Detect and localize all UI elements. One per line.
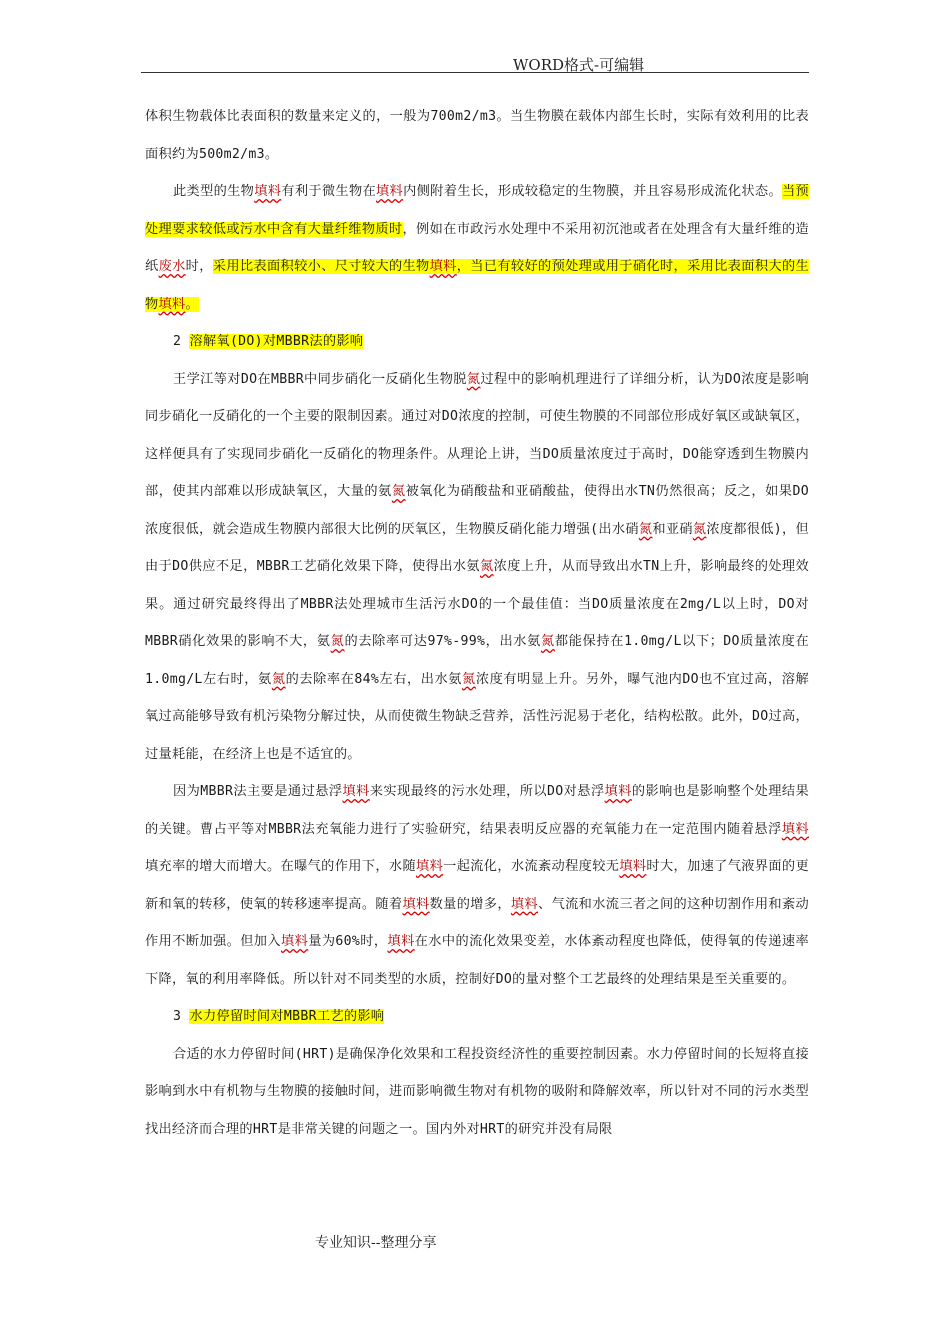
highlighted-text: 。 [185,296,199,312]
text-run: 过程中的影响机理进行了详细分析，认为DO浓度是影响同步硝化一反硝化的一个主要的限制因素。通过对DO浓度的控制，可使生物膜的不同部位形成好氧区或缺氧区，这样便具有了实现同步硝化一反硝化的物理条件。从理论上讲，当DO质量浓度过于高时，DO能穿透到生物膜内部，使其内部难以形成缺氧区，大量的氨 [145,371,809,499]
spellcheck-word[interactable]: 填料 [429,259,457,274]
text-run: 浓度有明显上升。另外，曝气池内DO也不宜过高，溶解氧过高能够导致有机污染物分解过快，从而使微生物缺乏营养，活性污泥易于老化，结构松散。此外，DO过高，过量耗能，在经济上也是不适宜的。 [145,671,809,762]
spellcheck-word[interactable]: 填料 [604,784,632,799]
text-run: 时， [185,259,213,274]
text-run: 的影响也是影响整个处理结果的关键。曹占平等对MBBR法充氧能力进行了实验研究，结果表明反应器的充氧能力在一定范围内随着悬浮 [145,784,810,837]
highlighted-text: 采用比表面积较小、尺寸较大的生物 [212,259,430,274]
spellcheck-word[interactable]: 氮 [479,559,494,574]
spellcheck-word[interactable]: 填料 [781,821,810,837]
spellcheck-word[interactable]: 氮 [391,484,406,499]
spellcheck-word[interactable]: 填料 [281,934,309,949]
text-run: 的去除率在84%左右，出水氨 [285,671,463,687]
header-text: WORD格式-可编辑 [513,56,645,74]
spellcheck-word[interactable]: 填料 [619,859,647,874]
spellcheck-word[interactable]: 填料 [416,859,444,874]
section-heading-3 [145,998,809,1036]
page-header [0,54,950,78]
text-run: 都能保持在1.0mg/L以下；DO质量浓度在1.0mg/L左右时，氨 [145,634,809,687]
spellcheck-word[interactable]: 氮 [271,671,286,687]
spellcheck-word[interactable]: 填料 [254,184,282,199]
heading-title: 水力停留时间对MBBR工艺的影响 [189,1009,385,1024]
document-body [145,98,809,1148]
spellcheck-word[interactable]: 废水 [158,259,186,274]
heading-number: 3 [173,1009,190,1024]
highlighted-text: ，当已有较好的预处理或用于硝化时，采用比表面积大的生物 [145,259,809,312]
text-run: 体积生物载体比表面积的数量来定义的，一般为700m2/m3。当生物膜在载体内部生长时，实际有效利用的比表面积约为500m2/m3。 [145,109,809,162]
text-run: 因为MBBR法主要是通过悬浮 [173,784,343,799]
text-run: ，例如在市政污水处理中不采用初沉池或者在处理含有大量纤维的造纸 [145,221,810,274]
text-run: 内侧附着生长，形成较稳定的生物膜，并且容易形成流化状态。 [403,184,782,199]
header-rule [141,72,809,73]
text-run: 浓度上升，从而导致出水TN上升，影响最终的处理效果。通过研究最终得出了MBBR法处理城市生活污水DO的一个最佳值：当DO质量浓度在2mg/L以上时，DO对MBBR硝化效果的影响不大，氨 [145,559,809,649]
text-run: 、气流和水流三者之间的这种切割作用和紊动作用不断加强。但加入 [145,896,809,949]
text-run: 在水中的流化效果变差，水体紊动程度也降低，使得氧的传递速率下降，氧的利用率降低。所以针对不同类型的水质，控制好DO的量对整个工艺最终的处理结果是至关重要的。 [145,934,809,987]
footer-text: 专业知识--整理分享 [315,1235,437,1251]
section-heading-2 [145,323,809,361]
text-run: 被氧化为硝酸盐和亚硝酸盐，使得出水TN仍然很高；反之，如果DO浓度很低，就会造成生物膜内部很大比例的厌氧区，生物膜反硝化能力增强(出水硝 [145,484,809,537]
spellcheck-word[interactable]: 氮 [540,634,555,649]
paragraph-2 [145,173,809,323]
heading-number: 2 [173,334,190,349]
highlighted-text: 当预处理要求较低或污水中含有大量纤维物质时 [145,184,810,237]
spellcheck-word[interactable]: 氮 [466,371,481,387]
paragraph-5 [145,1036,809,1149]
text-run: 填充率的增大而增大。在曝气的作用下，水随 [145,859,417,874]
text-run: 时大，加速了气液界面的更新和氧的转移，使氧的转移速率提高。随着 [145,859,809,912]
text-run: 浓度都很低)，但由于DO供应不足，MBBR工艺硝化效果下降，使得出水氨 [145,521,809,574]
text-run: 和亚硝 [652,521,693,537]
text-run: 一起流化，水流紊动程度较无 [443,859,620,874]
spellcheck-word[interactable]: 填料 [342,784,370,799]
text-run: 量为60%时， [308,934,388,949]
text-run: 数量的增多， [429,896,511,912]
spellcheck-word[interactable]: 填料 [402,896,430,912]
paragraph-4 [145,773,809,998]
text-run: 合适的水力停留时间(HRT)是确保净化效果和工程投资经济性的重要控制因素。水力停留时间的长短将直接影响到水中有机物与生物膜的接触时间，进而影响微生物对有机物的吸附和降解效率，所以针对不同的污水类型找出经济而合理的HRT是非常关键的问题之一。国内外对HRT的研究并没有局限 [145,1046,809,1137]
spellcheck-word[interactable]: 氮 [462,671,476,687]
spellcheck-word[interactable]: 填料 [510,896,539,912]
page-footer [315,1232,436,1252]
text-run: 王学江等对DO在MBBR中同步硝化一反硝化生物脱 [173,371,467,387]
text-run: 的去除率可达97%-99%，出水氨 [344,634,541,649]
text-run: 有利于微生物在 [281,184,377,199]
heading-title: 溶解氧(DO)对MBBR法的影响 [189,334,364,349]
paragraph-3 [145,361,809,774]
spellcheck-word[interactable]: 填料 [387,934,415,949]
spellcheck-word[interactable]: 填料 [376,184,404,199]
spellcheck-word[interactable]: 氮 [638,521,653,537]
spellcheck-word[interactable]: 填料 [158,296,186,312]
text-run: 来实现最终的污水处理，所以DO对悬浮 [369,784,605,799]
text-run: 此类型的生物 [173,184,255,199]
paragraph-1 [145,98,809,173]
spellcheck-word[interactable]: 氮 [330,634,345,649]
spellcheck-word[interactable]: 氮 [692,521,707,537]
